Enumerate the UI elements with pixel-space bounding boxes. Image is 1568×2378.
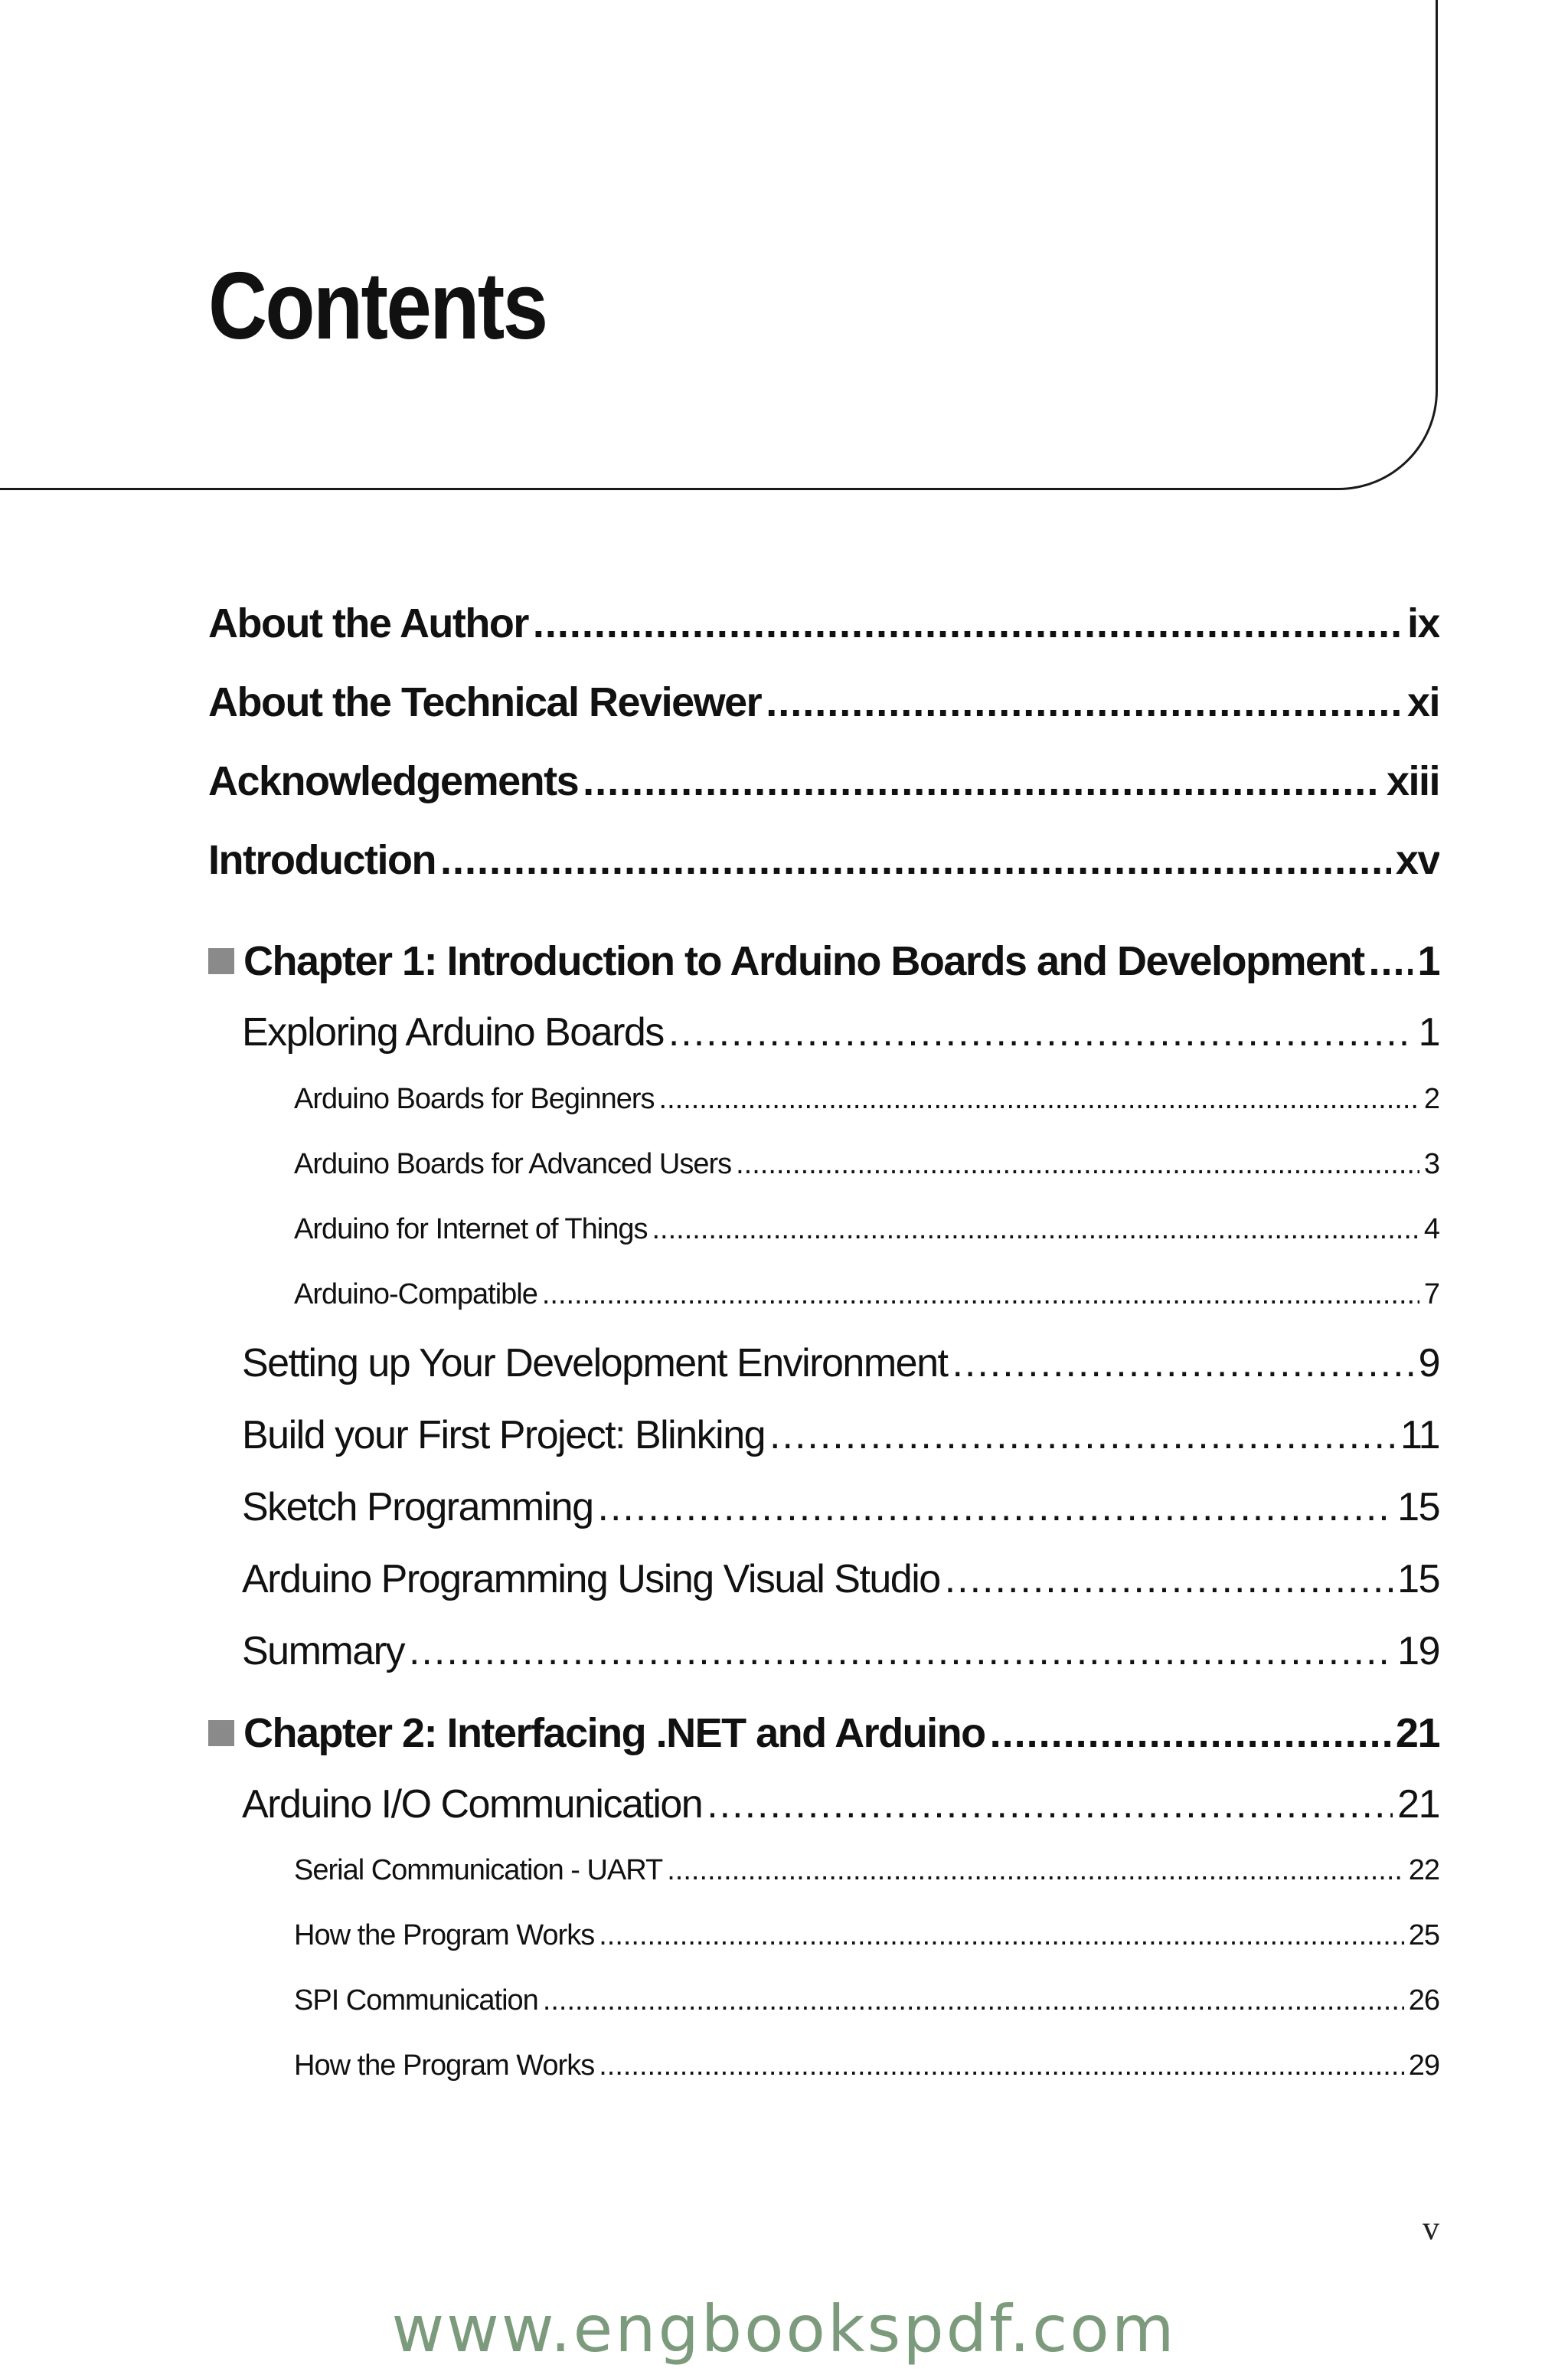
toc-entry-page: 4 [1423, 1213, 1439, 1245]
toc-dot-leader [659, 1083, 1419, 1116]
toc-entry-label: Arduino Boards for Advanced Users [294, 1148, 732, 1180]
toc-entry-page: xi [1406, 679, 1439, 725]
toc-subsection-entry[interactable] [294, 1083, 1439, 1116]
chapter-square-icon [208, 948, 234, 974]
toc-dot-leader [769, 1412, 1396, 1458]
toc-section-entry[interactable] [242, 1484, 1439, 1530]
toc-dot-leader [599, 2049, 1404, 2082]
toc-entry-page: 11 [1400, 1413, 1439, 1457]
toc-entry-label: Arduino I/O Communication [242, 1782, 703, 1827]
toc-dot-leader [599, 1919, 1404, 1952]
toc-entry-page: 7 [1423, 1278, 1439, 1310]
page-number: v [1423, 2210, 1439, 2247]
toc-entry-label: How the Program Works [294, 1919, 595, 1951]
toc-entry-page: 21 [1395, 1710, 1439, 1756]
toc-dot-leader [542, 1278, 1419, 1311]
toc-entry[interactable] [208, 679, 1439, 726]
toc-section-entry[interactable] [242, 1628, 1439, 1674]
toc-dot-leader [945, 1556, 1393, 1602]
toc-entry-page: 2 [1423, 1083, 1439, 1115]
toc-entry-page: xv [1395, 837, 1439, 883]
toc-dot-leader [990, 1709, 1391, 1757]
toc-entry-label: Chapter 2: Interfacing .NET and Arduino [243, 1710, 985, 1756]
toc-entry-page: 26 [1408, 1984, 1439, 2017]
toc-entry-label: Arduino Boards for Beginners [294, 1083, 655, 1115]
toc-dot-leader [707, 1781, 1393, 1827]
toc-entry-label: About the Author [208, 600, 528, 646]
toc-chapter-entry[interactable] [208, 1709, 1439, 1757]
toc-section-entry[interactable] [242, 1009, 1439, 1055]
toc-dot-leader [952, 1340, 1413, 1386]
toc-entry-label: Sketch Programming [242, 1485, 593, 1529]
toc-chapter-entry[interactable] [208, 937, 1439, 985]
toc-dot-leader [766, 679, 1403, 726]
page-title: Contents [208, 254, 547, 359]
toc-dot-leader [409, 1628, 1393, 1674]
toc-section-entry[interactable] [242, 1340, 1439, 1386]
toc-dot-leader [533, 600, 1403, 647]
toc-entry-label: Arduino-Compatible [294, 1278, 537, 1310]
toc-entry-label: Exploring Arduino Boards [242, 1010, 664, 1055]
toc-dot-leader [668, 1009, 1414, 1055]
toc-subsection-entry[interactable] [294, 1919, 1439, 1952]
toc-subsection-entry[interactable] [294, 1148, 1439, 1181]
toc-dot-leader [543, 1984, 1404, 2017]
toc-dot-leader [736, 1148, 1419, 1181]
toc-section-entry[interactable] [242, 1412, 1439, 1458]
toc-entry-page: 1 [1417, 938, 1439, 984]
toc-dot-leader [440, 836, 1391, 884]
toc-entry-page: 1 [1418, 1010, 1439, 1055]
watermark-url[interactable]: www.engbookspdf.com [391, 2291, 1177, 2367]
toc-entry-page: 15 [1397, 1557, 1439, 1601]
toc-entry-page: 25 [1408, 1919, 1439, 1951]
toc-entry-label: Acknowledgements [208, 758, 579, 804]
toc-entry-page: xiii [1386, 758, 1439, 804]
toc-subsection-entry[interactable] [294, 1278, 1439, 1311]
toc-dot-leader [583, 757, 1382, 805]
toc-entry-label: Serial Communication - UART [294, 1854, 663, 1886]
toc-entry-label: Summary [242, 1629, 404, 1673]
toc-subsection-entry[interactable] [294, 1984, 1439, 2017]
toc-entry-page: 9 [1418, 1341, 1439, 1385]
toc-subsection-entry[interactable] [294, 1854, 1439, 1887]
toc-section-entry[interactable] [242, 1781, 1439, 1827]
toc-entry-label: SPI Communication [294, 1984, 538, 2017]
toc-section-entry[interactable] [242, 1556, 1439, 1602]
toc-entry-label: Build your First Project: Blinking [242, 1413, 766, 1457]
toc-entry-label: Arduino for Internet of Things [294, 1213, 648, 1245]
toc-subsection-entry[interactable] [294, 1213, 1439, 1246]
toc-dot-leader [598, 1484, 1393, 1530]
toc-entry-page: ix [1406, 600, 1439, 646]
toc-subsection-entry[interactable] [294, 2049, 1439, 2082]
toc-entry[interactable] [208, 836, 1439, 884]
toc-entry-page: 21 [1397, 1782, 1439, 1827]
toc-entry[interactable] [208, 757, 1439, 805]
toc-entry-label: Chapter 1: Introduction to Arduino Boards and Development [243, 938, 1364, 984]
toc-dot-leader [1369, 937, 1413, 985]
toc-entry-label: Introduction [208, 837, 436, 883]
toc-entry-page: 15 [1397, 1485, 1439, 1529]
toc-entry-page: 3 [1423, 1148, 1439, 1180]
toc-entry-label: About the Technical Reviewer [208, 679, 762, 725]
chapter-square-icon [208, 1720, 234, 1746]
toc-entry-page: 22 [1408, 1854, 1439, 1886]
toc-entry[interactable] [208, 600, 1439, 647]
toc-entry-label: Arduino Programming Using Visual Studio [242, 1557, 940, 1601]
toc-dot-leader [667, 1854, 1403, 1887]
toc-entry-page: 19 [1397, 1629, 1439, 1673]
toc-dot-leader [652, 1213, 1419, 1246]
toc-entry-label: How the Program Works [294, 2049, 595, 2082]
toc-entry-page: 29 [1408, 2049, 1439, 2082]
toc-entry-label: Setting up Your Development Environment [242, 1341, 948, 1385]
